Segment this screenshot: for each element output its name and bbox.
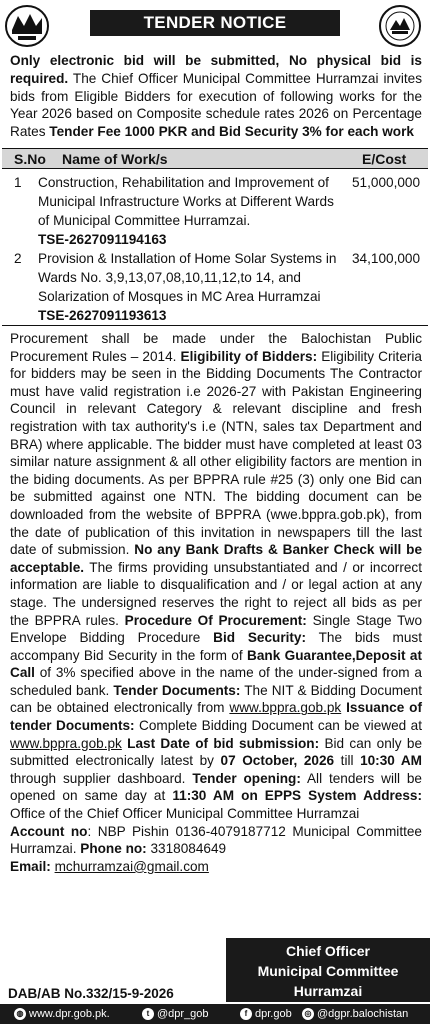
till-text: till — [340, 753, 354, 769]
account-text: : NBP Pishin 0136-4079187712 Municipal Committee Hurramzai. — [10, 823, 422, 857]
signature-org: Municipal Committee — [257, 963, 399, 979]
procurement-label: Procedure Of Procurement: — [124, 612, 307, 628]
globe-icon: ◍ — [14, 1008, 26, 1020]
submission-date: 07 October, 2026 — [220, 753, 335, 769]
opening-label: Tender opening: — [192, 770, 301, 786]
bid-security-text: The bids must accompany Bid Security in the form of — [10, 630, 423, 663]
instagram-icon: ◎ — [302, 1008, 314, 1020]
submission-time: 10:30 AM — [360, 753, 423, 769]
facebook-text: dpr.gob — [255, 1008, 292, 1020]
email-label: Email: — [10, 858, 51, 874]
header — [0, 0, 430, 52]
row-desc-text: Construction, Rehabilitation and Improvement of Municipal Infrastructure Works at Different Wards of Municipal Committee Hurramzai. — [38, 175, 334, 228]
table-header — [2, 149, 428, 169]
account-label: Account no — [10, 823, 88, 839]
signature-block — [226, 938, 430, 1002]
intro-bold-lead: Only electronic bid will be submitted, No physical bid is required. — [10, 53, 422, 86]
header-cost: E/Cost — [362, 151, 407, 167]
bank-guarantee-label: Bank Guarantee,Deposit at Call — [10, 647, 423, 681]
intro-paragraph — [10, 52, 422, 141]
issuance-label: Issuance of tender Documents: — [10, 700, 423, 734]
issuance-text: Complete Bidding Document can be viewed at — [139, 718, 422, 734]
opening-text: All tenders will be opened on same day at — [10, 770, 422, 804]
row-description — [38, 249, 338, 325]
office-address: Office of the Chief Officer Municipal Committee Hurramzai — [10, 806, 360, 822]
row-sno: 1 — [14, 175, 22, 190]
bppra-link[interactable]: www.bppra.gob.pk — [229, 700, 342, 716]
bank-text: of 3% specified above in the name of the under-signed from a scheduled bank. — [10, 665, 422, 698]
signature-title: Chief Officer — [285, 943, 370, 959]
no-drafts-text: No any Bank Drafts & Banker Check will be acceptable. — [10, 542, 423, 575]
procurement-rules-text: Procurement shall be made under the Balochistan Public Procurement Rules – 2014. — [10, 331, 422, 364]
intro-bold-tail: Tender Fee 1000 PKR and Bid Security 3% for each work — [49, 124, 414, 140]
footer-bar — [0, 1004, 430, 1024]
row-sno: 2 — [14, 251, 22, 266]
bppra-link[interactable]: www.bppra.gob.pk — [10, 735, 122, 751]
disqualification-text: The firms providing unsubstantiated and / or incorrect information are liable to disqualification and / or legal action at any stage. The undersigned reserves the right to reject all bids as per the BPPRA rules. — [10, 559, 422, 628]
tender-documents-text: The NIT & Bidding Document can be obtained electronically from — [10, 682, 423, 716]
row-description — [38, 173, 338, 249]
intro-text: The Chief Officer Municipal Committee Hurramzai invites bids from Eligible Bidders for execution of following works for the Year 2026 based on Composite schedule rates 2026 on Percentage Rates — [10, 70, 423, 140]
facebook-icon: f — [240, 1008, 252, 1020]
phone-number: 3318084649 — [150, 841, 227, 857]
footer-instagram[interactable] — [302, 1004, 408, 1024]
dashboard-text: through supplier dashboard. — [10, 770, 186, 786]
row-cost: 34,100,000 — [352, 251, 421, 266]
row-cost: 51,000,000 — [352, 175, 421, 190]
header-sno: S.No — [14, 151, 46, 167]
twitter-text: @dpr_gob — [157, 1008, 209, 1020]
dpr-seal-logo — [374, 4, 426, 48]
row-tse: TSE-2627091194163 — [38, 232, 167, 247]
eligibility-text: Eligibility Criteria for bidders may be seen in the Bidding Documents The Contractor must have valid registration i.e 2026-27 with Pakistan Engineering Council in relevant Category & relevant discipline and fresh registration with tax authority's i.e (NTN, sales tax Department and BRA) where applicable. The bidder must have completed at least 03 similar nature assignment & all other eligibility factors are mention in the biding documents. As per BPPRA rule #25 (3) only one Bid can be submitted against one NTN. The bidding document can be downloaded from the website of BPPRA (wwe.bppra.gob.pk), from the date of publication of this invitation in newspapers till the last date of submission. — [10, 348, 422, 558]
procurement-text: Single Stage Two Envelope Bidding Procedure — [10, 612, 423, 646]
bid-security-label: Bid Security: — [213, 630, 307, 646]
tender-documents-label: Tender Documents: — [113, 682, 241, 698]
footer-twitter[interactable] — [142, 1004, 209, 1024]
email-link[interactable]: mchurramzai@gmail.com — [54, 858, 209, 874]
eligibility-label: Eligibility of Bidders: — [180, 348, 318, 364]
reference-number: DAB/AB No.332/15-9-2026 — [8, 986, 174, 1001]
row-desc-text: Provision & Installation of Home Solar Systems in Wards No. 3,9,13,07,08,10,11,12,to 14, and Solarization of Mosques in MC Area Hurramzai — [38, 251, 337, 304]
last-date-label: Last Date of bid submission: — [127, 735, 320, 751]
footer-facebook[interactable] — [240, 1004, 292, 1024]
footer-website[interactable] — [14, 1004, 110, 1024]
twitter-icon: t — [142, 1008, 154, 1020]
tender-body — [10, 330, 422, 875]
instagram-text: @dgpr.balochistan — [317, 1008, 409, 1020]
signature-place: Hurramzai — [293, 983, 363, 999]
phone-label: Phone no: — [80, 841, 147, 857]
government-emblem-logo — [4, 4, 50, 48]
opening-time: 11:30 AM on EPPS System Address: — [172, 788, 422, 804]
header-name: Name of Work/s — [62, 151, 168, 167]
last-date-text: Bid can only be submitted electronically latest by — [10, 735, 423, 769]
works-table — [2, 148, 428, 326]
row-tse: TSE-2627091193613 — [38, 308, 167, 323]
page-title: TENDER NOTICE — [90, 10, 340, 36]
website-text: www.dpr.gob.pk. — [29, 1008, 110, 1020]
